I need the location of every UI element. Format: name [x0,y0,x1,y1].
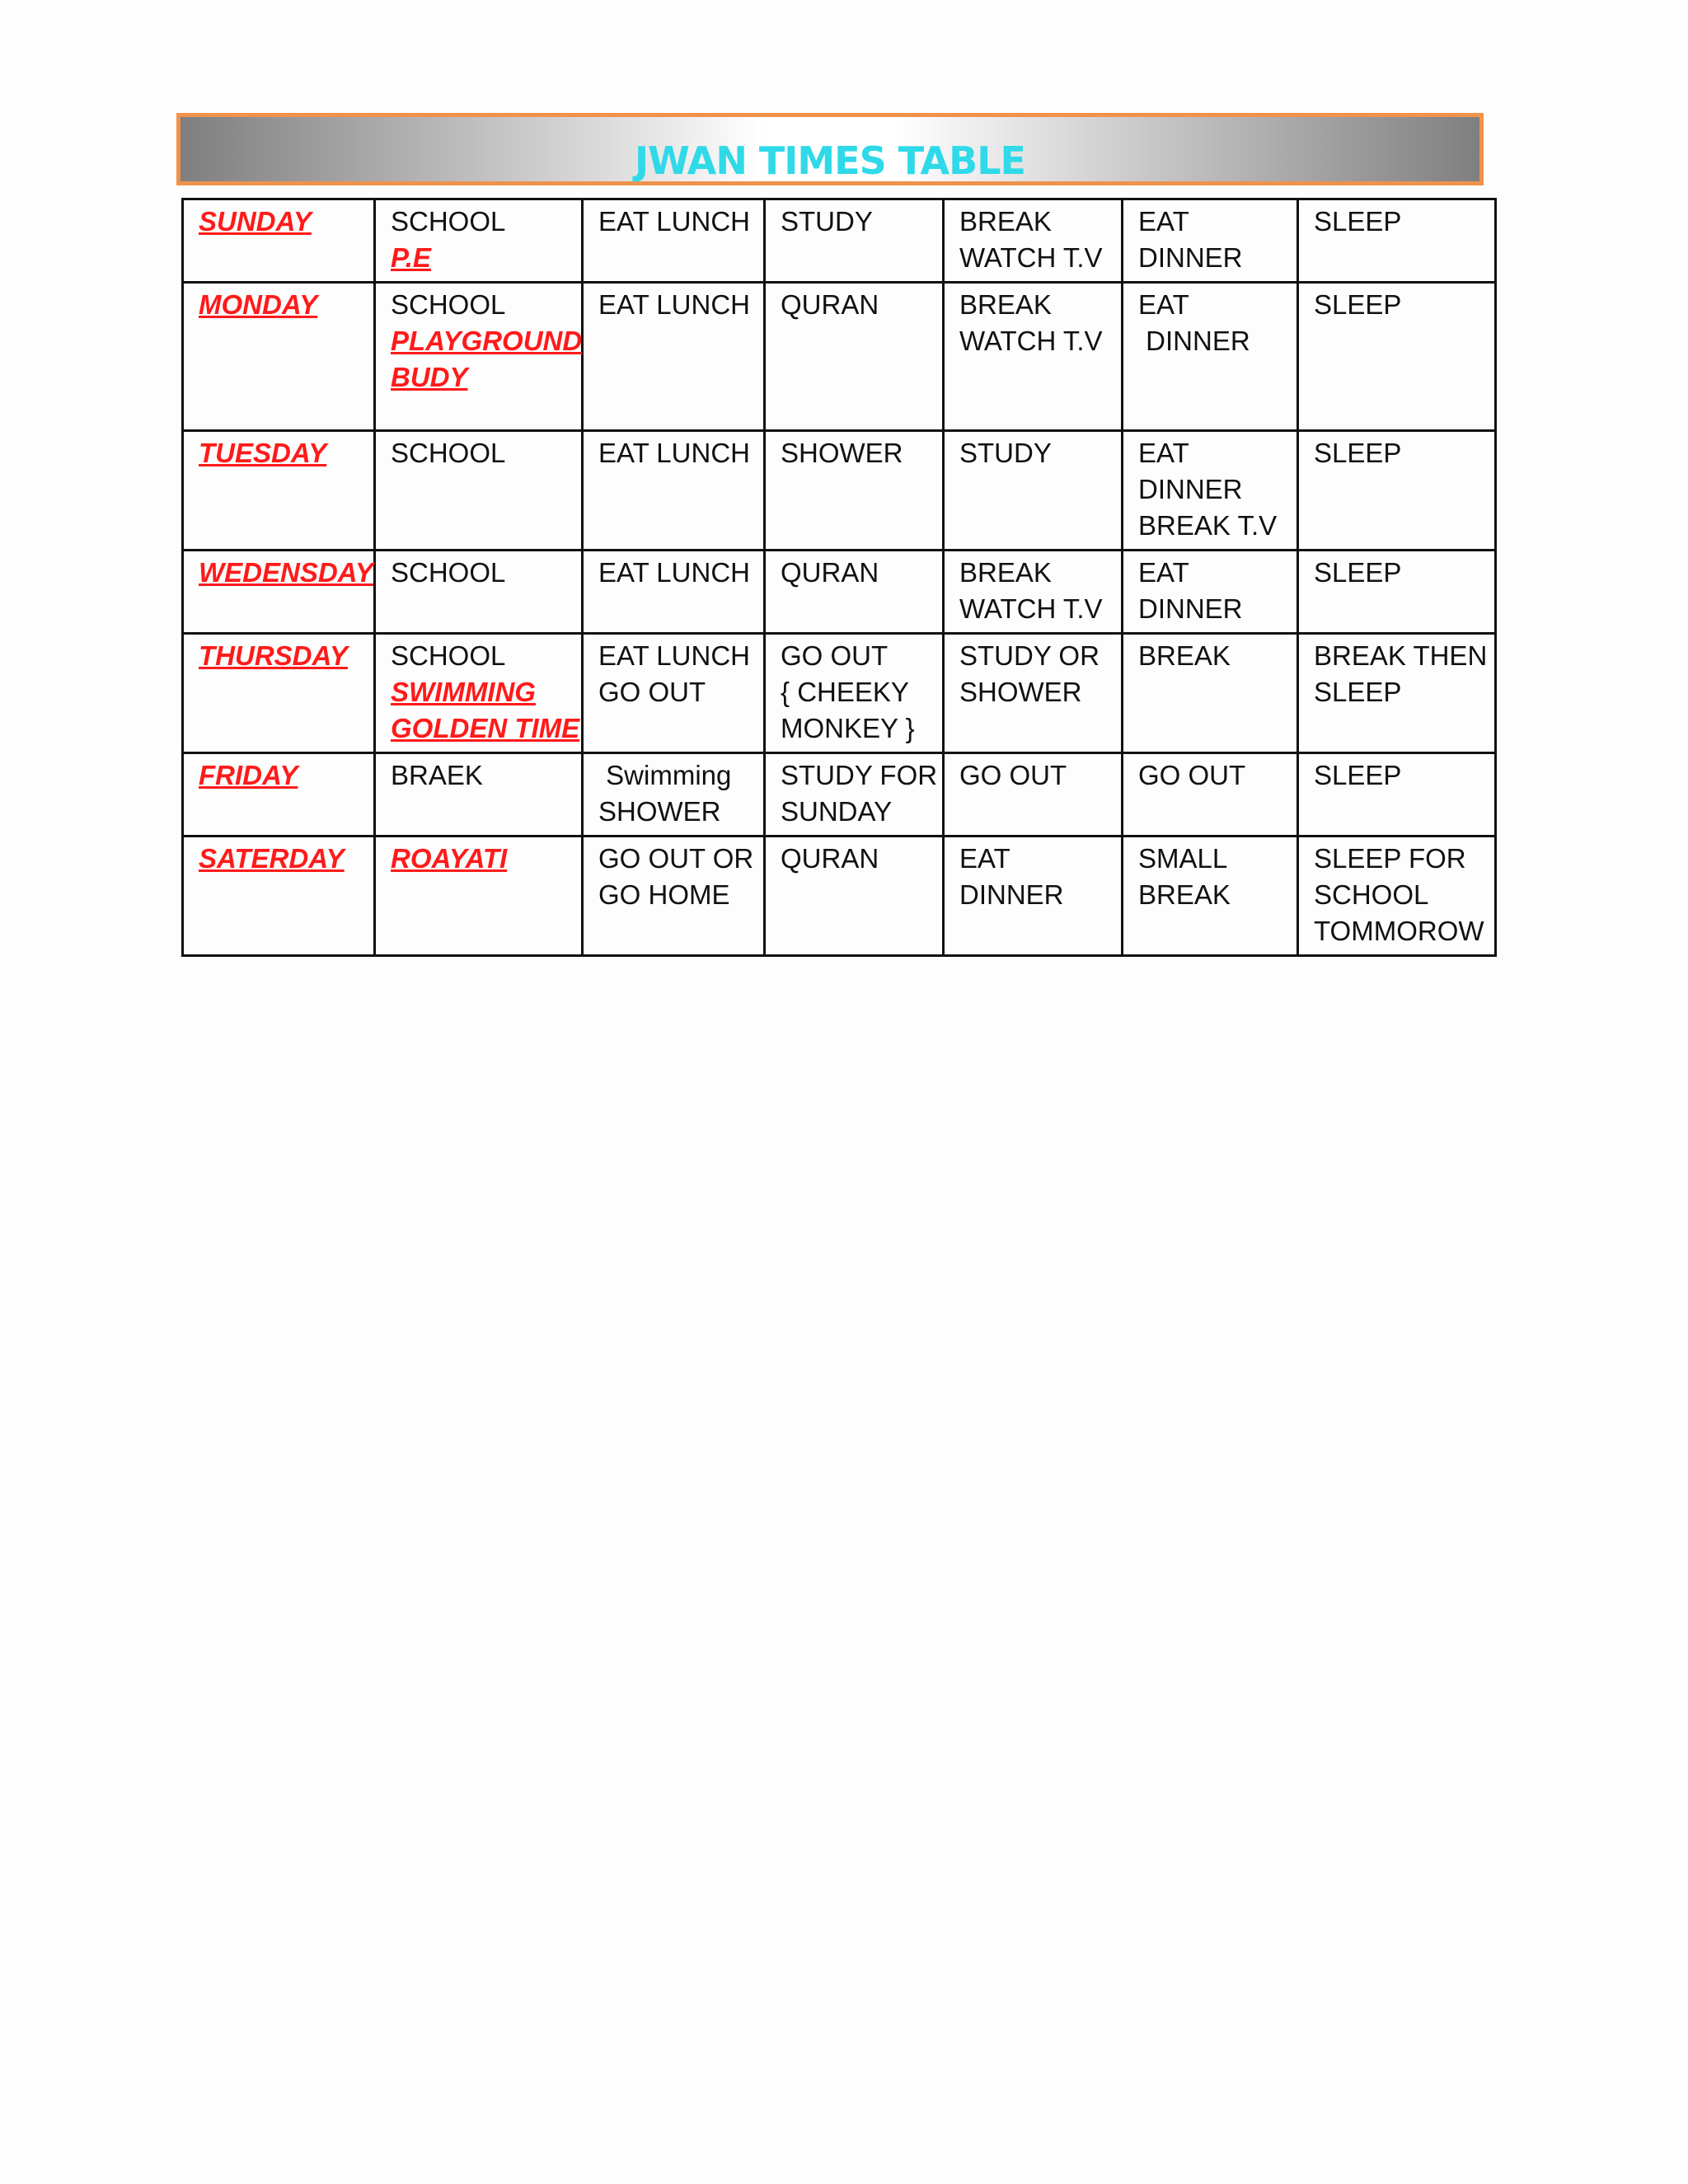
activity-cell [583,283,765,431]
activity-cell [765,199,944,283]
highlighted-activity: P.E [391,242,431,273]
activity-cell [765,634,944,753]
activity-text: BREAK THEN [1314,640,1488,671]
activity-cell [1123,837,1298,956]
activity-text: SHOWER [959,677,1082,707]
activity-cell [375,634,583,753]
activity-text: QURAN [781,557,879,588]
activity-text: BRAEK [391,760,483,790]
day-label: FRIDAY [199,760,298,790]
activity-text: SLEEP [1314,438,1402,468]
activity-cell [583,634,765,753]
activity-cell [1123,551,1298,634]
activity-cell [944,199,1123,283]
highlighted-activity: PLAYGROUND [391,326,583,356]
timetable-body [183,199,1496,956]
highlighted-activity: BUDY [391,362,468,392]
day-label: WEDENSDAY [199,557,374,588]
day-label: SUNDAY [199,206,312,237]
table-row [183,753,1496,837]
day-cell [183,199,375,283]
activity-cell [583,431,765,551]
activity-cell [765,551,944,634]
activity-text: EAT LUNCH [598,640,750,671]
activity-cell [375,837,583,956]
activity-cell [1123,199,1298,283]
activity-cell [375,283,583,431]
activity-cell [1298,199,1496,283]
activity-text: DINNER [1138,242,1243,273]
activity-text: SCHOOL [391,640,506,671]
activity-text: GO HOME [598,879,730,910]
activity-cell [375,431,583,551]
activity-text: DINNER [1138,593,1243,624]
activity-text: EAT LUNCH [598,557,750,588]
activity-text: GO OUT [1138,760,1246,790]
day-label: MONDAY [199,289,318,320]
activity-cell [765,837,944,956]
activity-text: MONKEY } [781,713,915,743]
activity-cell [1298,634,1496,753]
day-label: TUESDAY [199,438,327,468]
activity-cell [944,283,1123,431]
activity-text: WATCH T.V [959,593,1103,624]
activity-text: Swimming [598,760,732,790]
table-row [183,837,1496,956]
day-cell [183,551,375,634]
activity-text: SMALL [1138,843,1228,874]
activity-text: SHOWER [598,796,721,827]
activity-text: WATCH T.V [959,242,1103,273]
table-row [183,551,1496,634]
activity-cell [1298,837,1496,956]
day-cell [183,283,375,431]
activity-text: DINNER [1138,326,1250,356]
activity-text: QURAN [781,843,879,874]
activity-text: SCHOOL [1314,879,1429,910]
activity-cell [944,634,1123,753]
activity-cell [1298,283,1496,431]
activity-text: GO OUT [781,640,889,671]
activity-cell [375,199,583,283]
highlighted-activity: GOLDEN TIME [391,713,580,743]
activity-text: BREAK [959,289,1052,320]
activity-text: SCHOOL [391,206,506,237]
activity-cell [944,551,1123,634]
activity-cell [1123,431,1298,551]
activity-cell [375,753,583,837]
table-row [183,431,1496,551]
activity-text: SCHOOL [391,289,506,320]
activity-text: DINNER [959,879,1064,910]
activity-text: SLEEP [1314,557,1402,588]
activity-cell [583,199,765,283]
activity-text: SLEEP [1314,760,1402,790]
activity-cell [765,431,944,551]
activity-text: STUDY [959,438,1052,468]
day-label: SATERDAY [199,843,345,874]
activity-text: BREAK [1138,640,1231,671]
activity-text: EAT [1138,289,1189,320]
activity-text: DINNER [1138,474,1243,504]
activity-text: EAT [1138,438,1189,468]
activity-text: STUDY OR [959,640,1100,671]
activity-text: SLEEP [1314,206,1402,237]
activity-text: SLEEP [1314,677,1402,707]
day-label: THURSDAY [199,640,348,671]
table-row [183,283,1496,431]
activity-cell [583,551,765,634]
activity-text: STUDY [781,206,873,237]
activity-text: BREAK T.V [1138,510,1278,541]
activity-cell [944,431,1123,551]
highlighted-activity: SWIMMING [391,677,536,707]
activity-cell [583,837,765,956]
activity-cell [1123,753,1298,837]
page-title: JWAN TIMES TABLE [635,138,1025,183]
activity-cell [765,753,944,837]
activity-text: GO OUT OR [598,843,754,874]
activity-text: SCHOOL [391,557,506,588]
activity-cell [1123,283,1298,431]
activity-cell [583,753,765,837]
activity-text: BREAK [959,557,1052,588]
title-banner [176,113,1484,185]
activity-text: GO OUT [959,760,1067,790]
activity-text: EAT LUNCH [598,438,750,468]
activity-cell [375,551,583,634]
day-cell [183,634,375,753]
activity-text: SCHOOL [391,438,506,468]
activity-text: SLEEP FOR [1314,843,1466,874]
activity-cell [1298,431,1496,551]
activity-text: { CHEEKY [781,677,909,707]
day-cell [183,431,375,551]
activity-text: SLEEP [1314,289,1402,320]
activity-text: BREAK [1138,879,1231,910]
activity-text: EAT LUNCH [598,206,750,237]
table-row [183,634,1496,753]
activity-text: STUDY FOR [781,760,938,790]
activity-text: GO OUT [598,677,706,707]
day-cell [183,837,375,956]
activity-cell [1298,551,1496,634]
activity-text: EAT [1138,206,1189,237]
activity-text: EAT LUNCH [598,289,750,320]
activity-text: WATCH T.V [959,326,1103,356]
day-cell [183,753,375,837]
activity-text: SHOWER [781,438,903,468]
activity-cell [944,837,1123,956]
activity-cell [1298,753,1496,837]
highlighted-activity: ROAYATI [391,843,508,874]
activity-text: SUNDAY [781,796,893,827]
activity-text: QURAN [781,289,879,320]
table-row [183,199,1496,283]
activity-text: EAT [959,843,1010,874]
activity-cell [765,283,944,431]
activity-text: EAT [1138,557,1189,588]
activity-cell [1123,634,1298,753]
timetable [181,198,1497,957]
activity-text: BREAK [959,206,1052,237]
activity-text: TOMMOROW [1314,916,1484,946]
activity-cell [944,753,1123,837]
